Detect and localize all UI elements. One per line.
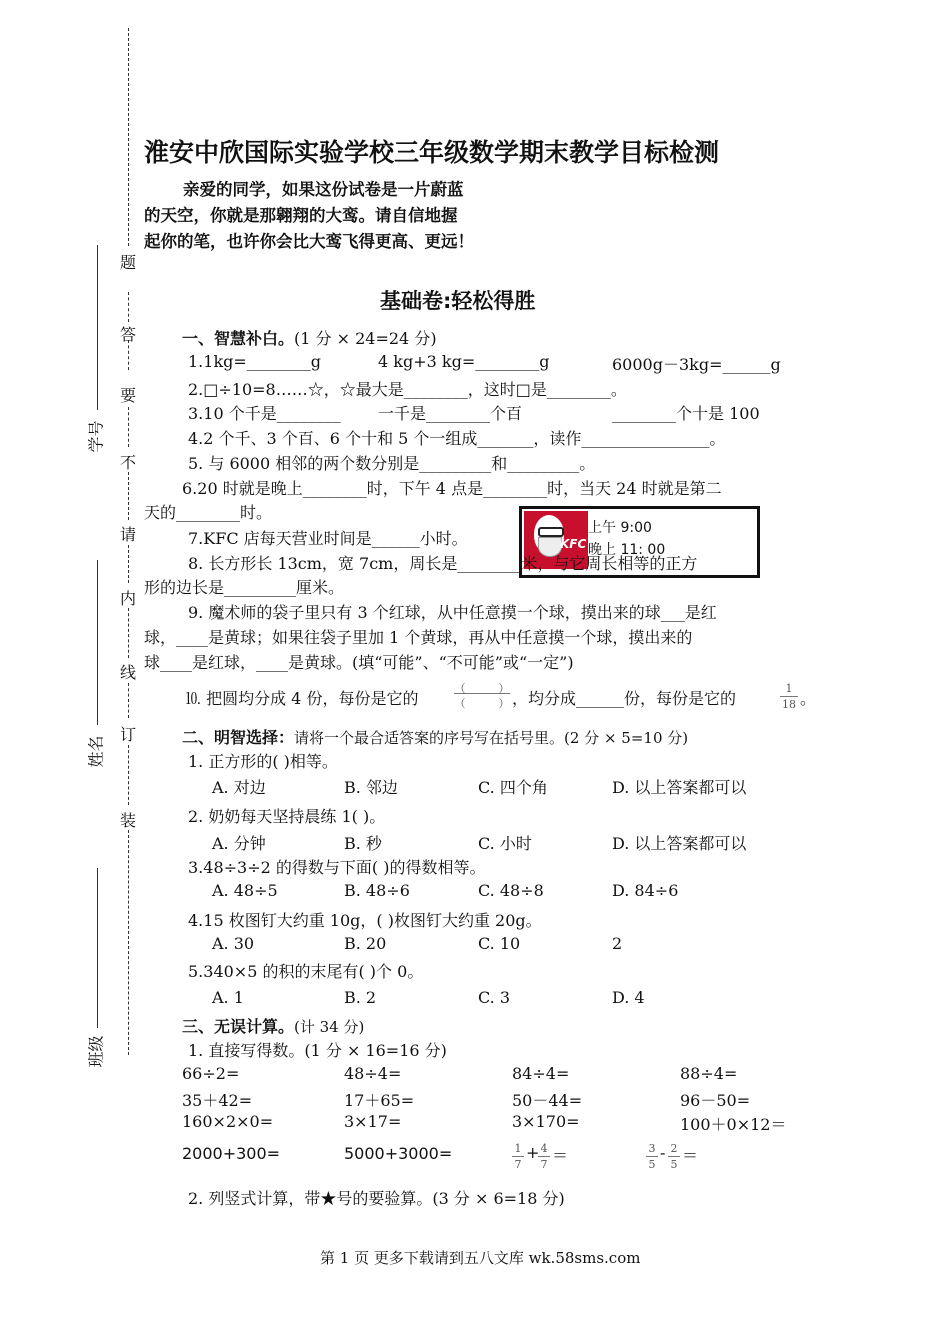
fill-q10b: ，均分成______份，每份是它的 bbox=[512, 689, 737, 708]
intro-line-1: 亲爱的同学，如果这份试卷是一片蔚蓝 bbox=[183, 180, 464, 199]
fill-q3a: 3.10 个千是________ bbox=[188, 404, 341, 423]
fill-q10a: ⒑ 把圆均分成 4 份，每份是它的 bbox=[185, 689, 419, 708]
fill-q9c: 球____是红球，____是黄球。(填“可能”、“不可能”或“一定”) bbox=[144, 653, 574, 672]
name-label: 姓名 bbox=[86, 735, 106, 768]
fill-q10c: 。 bbox=[800, 689, 817, 708]
calc-frac-op-minus: - bbox=[660, 1143, 666, 1162]
fill-q3c: ________个十是 100 bbox=[612, 404, 760, 423]
fill-q1a: 1.1kg=________g bbox=[188, 352, 322, 371]
calc-sub2: 2. 列竖式计算，带★号的要验算。(3 分 × 6=18 分) bbox=[188, 1189, 565, 1208]
calc-frac-2 bbox=[538, 1142, 550, 1171]
fill-q8b: 形的边长是_________厘米。 bbox=[144, 578, 345, 597]
binding-dashed-line bbox=[128, 683, 129, 718]
section-2-title: 二、明智选择： bbox=[182, 728, 295, 747]
class-line bbox=[97, 868, 98, 1028]
choice-q2-opt-d: D. 以上答案都可以 bbox=[612, 834, 747, 853]
binding-dashed-line bbox=[128, 830, 129, 1055]
fraction-numerator: 1 bbox=[785, 682, 793, 695]
fraction-denominator: 5 bbox=[648, 1158, 656, 1171]
calc-sub1: 1. 直接写得数。(1 分 × 16=16 分) bbox=[188, 1041, 447, 1060]
binding-dashed-line bbox=[128, 472, 129, 520]
section-1-heading bbox=[182, 326, 437, 349]
binding-char: 线 bbox=[120, 663, 137, 682]
calc-r4-c2: 5000+3000= bbox=[344, 1144, 453, 1163]
binding-dashed-line bbox=[128, 292, 129, 322]
binding-dashed-line bbox=[128, 608, 129, 658]
choice-q4-opt-a: A. 30 bbox=[212, 934, 255, 953]
choice-q4: 4.15 枚图钉大约重 10g，( )枚图钉大约重 20g。 bbox=[188, 911, 542, 930]
section-3-score: (计 34 分) bbox=[294, 1018, 365, 1036]
choice-q4-opt-d: 2 bbox=[612, 934, 623, 953]
fraction-numerator: 3 bbox=[648, 1142, 656, 1155]
section-1-title: 一、智慧补白。 bbox=[182, 329, 295, 348]
intro-line-2: 的天空，你就是那翱翔的大鸾。请自信地握 bbox=[144, 206, 458, 225]
section-2-heading bbox=[182, 725, 688, 748]
calc-r3-c4: 100＋0×12＝ bbox=[680, 1115, 787, 1134]
page-title: 淮安中欣国际实验学校三年级数学期末教学目标检测 bbox=[144, 138, 720, 167]
choice-q2-opt-c: C. 小时 bbox=[478, 834, 532, 853]
fraction-denominator: 7 bbox=[540, 1158, 548, 1171]
section-1-score: (1 分 × 24=24 分) bbox=[294, 329, 437, 348]
calc-r2-c2: 17＋65= bbox=[344, 1091, 415, 1110]
choice-q2-opt-a: A. 分钟 bbox=[212, 834, 266, 853]
binding-char: 答 bbox=[120, 325, 137, 344]
fraction-numerator: 2 bbox=[670, 1142, 678, 1155]
calc-r1-c4: 88÷4= bbox=[680, 1064, 738, 1083]
fill-q2: 2.□÷10=8……☆，☆最大是________，这时□是________。 bbox=[188, 380, 627, 399]
fill-q10-fraction bbox=[780, 682, 798, 711]
choice-q3-opt-a: A. 48÷5 bbox=[212, 881, 278, 900]
calc-r3-c2: 3×17= bbox=[344, 1112, 402, 1131]
choice-q3-opt-b: B. 48÷6 bbox=[344, 881, 410, 900]
colonel-glasses-icon bbox=[538, 527, 564, 537]
choice-q3-opt-c: C. 48÷8 bbox=[478, 881, 544, 900]
choice-q5-opt-c: C. 3 bbox=[478, 988, 511, 1007]
intro-line-3: 起你的笔，也许你会比大鸾飞得更高、更远！ bbox=[144, 232, 474, 251]
calc-r1-c3: 84÷4= bbox=[512, 1064, 570, 1083]
calc-frac-3 bbox=[646, 1142, 658, 1171]
fill-q9a: 9. 魔术师的袋子里只有 3 个红球，从中任意摸一个球，摸出来的球___是红 bbox=[188, 603, 717, 622]
choice-q3-opt-d: D. 84÷6 bbox=[612, 881, 679, 900]
binding-char: 内 bbox=[120, 589, 137, 608]
choice-q1-opt-d: D. 以上答案都可以 bbox=[612, 778, 747, 797]
calc-frac-1 bbox=[512, 1142, 524, 1171]
choice-q5-opt-a: A. 1 bbox=[212, 988, 244, 1007]
choice-q4-opt-b: B. 20 bbox=[344, 934, 387, 953]
fraction-denominator: 7 bbox=[514, 1158, 522, 1171]
fill-q7: 7.KFC 店每天营业时间是______小时。 bbox=[188, 529, 468, 548]
fill-q10-blank-fraction bbox=[454, 680, 510, 710]
fill-q9b: 球，____是黄球；如果往袋子里加 1 个黄球，再从中任意摸一个球，摸出来的 bbox=[144, 628, 693, 647]
choice-q1-opt-b: B. 邻边 bbox=[344, 778, 398, 797]
calc-r3-c3: 3×170= bbox=[512, 1112, 580, 1131]
fill-q6b: 天的________时。 bbox=[144, 503, 273, 522]
fraction-numerator: 4 bbox=[540, 1142, 548, 1155]
calc-frac-eq-1: ＝ bbox=[552, 1146, 569, 1165]
fill-q6a: 6.20 时就是晚上________时，下午 4 点是________时，当天 24 时就是第二 bbox=[182, 479, 722, 498]
calc-frac-4 bbox=[668, 1142, 680, 1171]
calc-r1-c2: 48÷4= bbox=[344, 1064, 402, 1083]
calc-r2-c3: 50－44= bbox=[512, 1091, 583, 1110]
fill-q1b: 4 kg+3 kg=________g bbox=[378, 352, 550, 371]
name-line bbox=[97, 560, 98, 725]
binding-char: 请 bbox=[120, 525, 137, 544]
calc-frac-op-plus: + bbox=[526, 1143, 540, 1162]
binding-dashed-line bbox=[128, 28, 129, 246]
fill-q1c: 6000g－3kg=______g bbox=[612, 355, 781, 374]
subtitle: 基础卷:轻松得胜 bbox=[380, 289, 536, 313]
binding-char: 订 bbox=[120, 725, 137, 744]
binding-char: 不 bbox=[120, 453, 137, 472]
fraction-numerator: 1 bbox=[514, 1142, 522, 1155]
choice-q1-opt-a: A. 对边 bbox=[212, 778, 266, 797]
choice-q1-opt-c: C. 四个角 bbox=[478, 778, 548, 797]
calc-r2-c4: 96－50= bbox=[680, 1091, 751, 1110]
choice-q2-opt-b: B. 秒 bbox=[344, 834, 382, 853]
fill-q8a: 8. 长方形长 13cm，宽 7cm，周长是________米，与它周长相等的正方 bbox=[188, 554, 698, 573]
student-id-line bbox=[97, 245, 98, 410]
binding-char: 题 bbox=[120, 253, 137, 272]
binding-char: 装 bbox=[120, 811, 137, 830]
binding-dashed-line bbox=[128, 545, 129, 583]
choice-q5-opt-b: B. 2 bbox=[344, 988, 377, 1007]
fraction-numerator: （ ） bbox=[454, 682, 510, 695]
fill-q3b: 一千是________个百 bbox=[378, 404, 523, 423]
fill-q4: 4.2 个千、3 个百、6 个十和 5 个一组成_______，读作________________。 bbox=[188, 429, 726, 448]
kfc-logo-text: KFC bbox=[560, 537, 587, 551]
binding-char: 要 bbox=[120, 386, 137, 405]
page-footer: 第 1 页 更多下载请到五八文库 wk.58sms.com bbox=[320, 1249, 641, 1267]
section-2-desc: 请将一个最合适答案的序号写在括号里。(2 分 × 5=10 分) bbox=[294, 729, 689, 747]
student-id-label: 学号 bbox=[86, 420, 106, 453]
fill-q5: 5. 与 6000 相邻的两个数分别是_________和_________。 bbox=[188, 454, 596, 473]
calc-r1-c1: 66÷2= bbox=[182, 1064, 240, 1083]
choice-q1: 1. 正方形的( )相等。 bbox=[188, 752, 338, 771]
calc-r3-c1: 160×2×0= bbox=[182, 1112, 274, 1131]
fraction-denominator: （ ） bbox=[454, 697, 510, 710]
calc-r2-c1: 35＋42= bbox=[182, 1091, 253, 1110]
section-3-heading bbox=[182, 1014, 364, 1037]
choice-q5-opt-d: D. 4 bbox=[612, 988, 645, 1007]
kfc-close-time: 晚上 11: 00 bbox=[588, 542, 666, 558]
fraction-denominator: 5 bbox=[670, 1158, 678, 1171]
choice-q3: 3.48÷3÷2 的得数与下面( )的得数相等。 bbox=[188, 858, 486, 877]
class-label: 班级 bbox=[86, 1035, 106, 1068]
binding-dashed-line bbox=[128, 745, 129, 805]
fraction-denominator: 18 bbox=[782, 698, 796, 711]
choice-q4-opt-c: C. 10 bbox=[478, 934, 521, 953]
calc-frac-eq-2: ＝ bbox=[682, 1146, 699, 1165]
choice-q2: 2. 奶奶每天坚持晨练 1( )。 bbox=[188, 807, 386, 826]
section-3-title: 三、无误计算。 bbox=[182, 1017, 295, 1036]
kfc-open-time: 上午 9:00 bbox=[588, 520, 652, 536]
calc-r4-c1: 2000+300= bbox=[182, 1144, 281, 1163]
choice-q5: 5.340×5 的积的末尾有( )个 0。 bbox=[188, 962, 424, 981]
binding-dashed-line bbox=[128, 407, 129, 447]
